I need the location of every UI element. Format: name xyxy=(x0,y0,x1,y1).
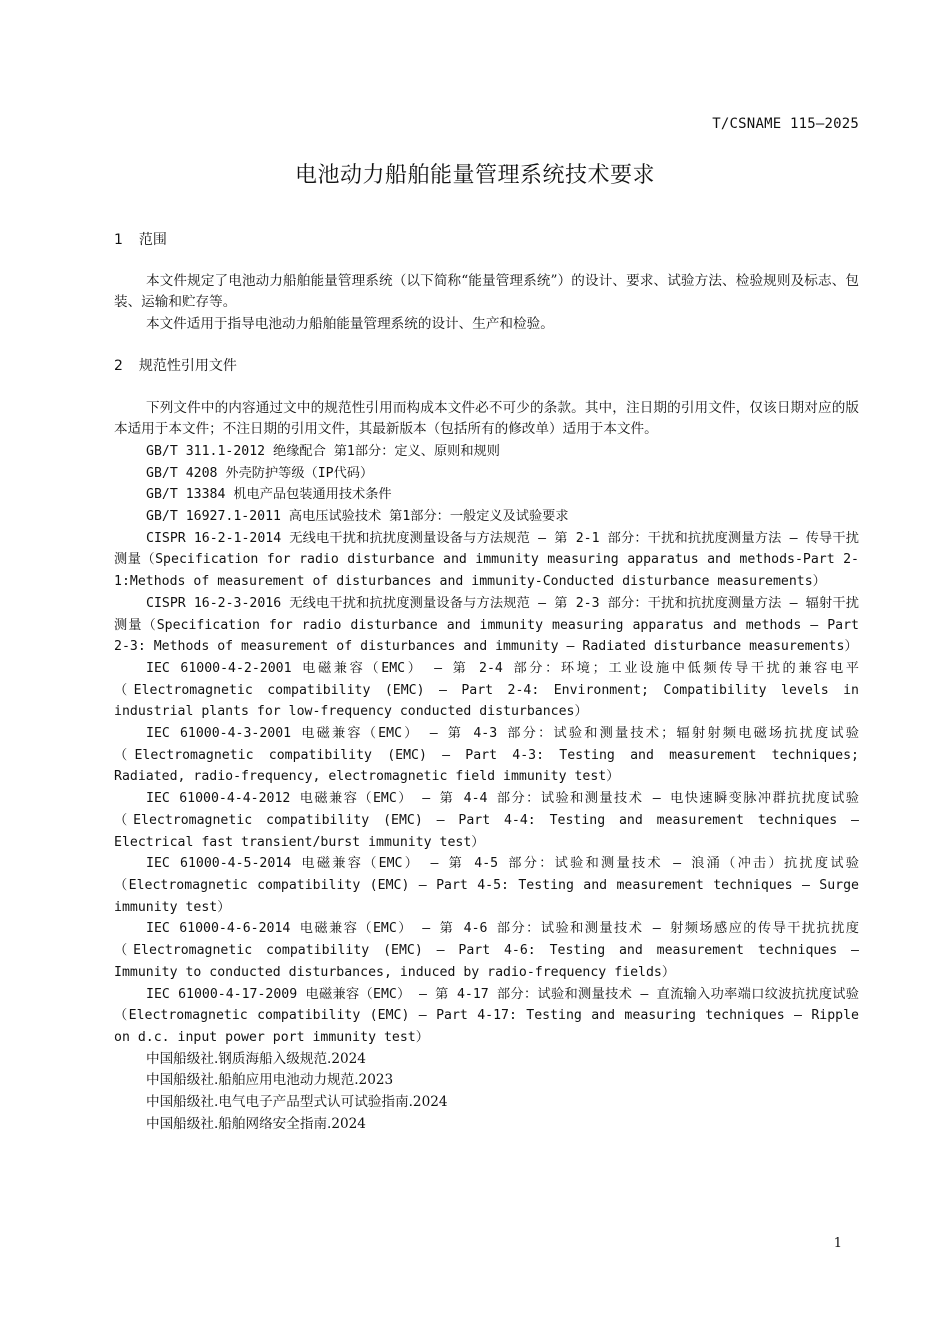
section-heading-normative-references xyxy=(114,356,859,378)
document-body xyxy=(114,230,859,1135)
reference-item: IEC 61000-4-6-2014 电磁兼容（EMC） – 第 4-6 部分：试验和测量技术 – 射频场感应的传导干扰抗扰度（Electromagnetic compatibility (EMC) – Part 4-6: Testing and measurement techniques – Immunity to conducted disturbances, induced by radio-frequency fields） xyxy=(114,921,859,980)
section-heading-scope xyxy=(114,230,859,252)
section-number: 1 xyxy=(114,232,123,248)
reference-item: IEC 61000-4-17-2009 电磁兼容（EMC） – 第 4-17 部分：试验和测量技术 – 直流输入功率端口纹波抗扰度试验（Electromagnetic compatibility (EMC) – Part 4-17: Testing and measuring techniques – Ripple on d.c. input power port immunity test） xyxy=(114,986,859,1045)
section-number: 2 xyxy=(114,357,123,374)
reference-item: GB/T 16927.1-2011 高电压试验技术 第1部分：一般定义及试验要求 xyxy=(146,509,569,525)
section-title: 规范性引用文件 xyxy=(138,357,237,374)
reference-list xyxy=(114,441,859,1136)
reference-item: CISPR 16-2-1-2014 无线电干扰和抗扰度测量设备与方法规范 – 第 2-1 部分：干扰和抗扰度测量方法 – 传导干扰测量（Specification for radio disturbance and immunity measuring apparatus and methods-Part 2-1:Methods of measurement of disturbances and immunity-Conducted disturbance measurements） xyxy=(114,530,859,590)
reference-item: 中国船级社.船舶网络安全指南.2024 xyxy=(146,1115,366,1132)
reference-item: 中国船级社.钢质海船入级规范.2024 xyxy=(146,1050,366,1067)
reference-item: GB/T 311.1-2012 绝缘配合 第1部分：定义、原则和规则 xyxy=(146,443,500,459)
reference-item: IEC 61000-4-2-2001 电磁兼容（EMC） – 第 2-4 部分：环境；工业设施中低频传导干扰的兼容电平（Electromagnetic compatibility (EMC) – Part 2-4: Environment; Compatibility levels in industrial plants for low-frequency conducted disturbances） xyxy=(114,660,859,720)
reference-item: GB/T 4208 外壳防护等级（IP代码） xyxy=(146,465,374,481)
reference-item: CISPR 16-2-3-2016 无线电干扰和抗扰度测量设备与方法规范 – 第 2-3 部分：干扰和抗扰度测量方法 – 辐射干扰测量（Specification for radio disturbance and immunity measuring apparatus and methods – Part 2-3: Methods of measurement of disturbances and immunity – Radiated disturbance measurements） xyxy=(114,595,859,655)
scope-paragraph: 本文件适用于指导电池动力船舶能量管理系统的设计、生产和检验。 xyxy=(146,316,554,333)
scope-paragraph: 本文件规定了电池动力船舶能量管理系统（以下简称“能量管理系统”）的设计、要求、试验方法、检验规则及标志、包装、运输和贮存等。 xyxy=(114,272,859,311)
references-intro: 下列文件中的内容通过文中的规范性引用而构成本文件必不可少的条款。其中，注日期的引用文件，仅该日期对应的版本适用于本文件；不注日期的引用文件，其最新版本（包括所有的修改单）适用于本文件。 xyxy=(114,399,859,438)
page-number: 1 xyxy=(833,1236,842,1251)
reference-item: GB/T 13384 机电产品包装通用技术条件 xyxy=(146,487,392,503)
document-code: T/CSNAME 115—2025 xyxy=(712,116,859,132)
document-title: 电池动力船舶能量管理系统技术要求 xyxy=(294,163,655,188)
reference-item: IEC 61000-4-3-2001 电磁兼容（EMC） – 第 4-3 部分：试验和测量技术；辐射射频电磁场抗扰度试验（Electromagnetic compatibility (EMC) – Part 4-3: Testing and measurement techniques; Radiated, radio-frequency, electromagnetic field immunity test） xyxy=(114,726,859,785)
reference-item: 中国船级社.船舶应用电池动力规范.2023 xyxy=(146,1072,394,1089)
reference-item: IEC 61000-4-4-2012 电磁兼容（EMC） – 第 4-4 部分：试验和测量技术 – 电快速瞬变脉冲群抗扰度试验（Electromagnetic compatibility (EMC) – Part 4-4: Testing and measurement techniques – Electrical fast transient/burst immunity test） xyxy=(114,791,859,850)
section-title: 范围 xyxy=(138,232,167,248)
reference-item: 中国船级社.电气电子产品型式认可试验指南.2024 xyxy=(146,1094,448,1111)
reference-item: IEC 61000-4-5-2014 电磁兼容（EMC） – 第 4-5 部分：试验和测量技术 – 浪涌（冲击）抗扰度试验（Electromagnetic compatibility (EMC) – Part 4-5: Testing and measurement techniques – Surge immunity test） xyxy=(114,856,859,915)
